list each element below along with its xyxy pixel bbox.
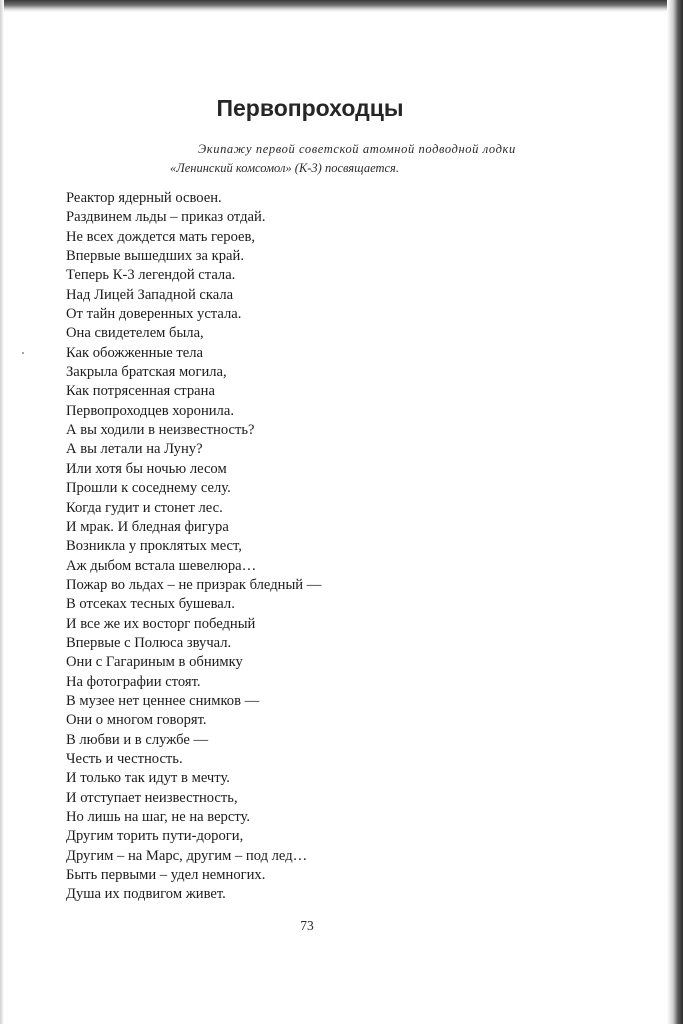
poem-title: Первопроходцы [216,95,404,121]
poem-line: И отступает неизвестность, [66,789,238,806]
poem-line: Она свидетелем была, [66,325,204,342]
poem-line: Впервые с Полюса звучал. [66,634,232,651]
poem-dedication [170,140,570,178]
poem-line: А вы летали на Луну? [66,441,203,458]
poem-line: На фотографии стоят. [66,673,201,690]
poem-line: Раздвинем льды – приказ отдай. [66,209,266,226]
scan-right-shadow [667,0,683,1024]
poem-line: В музее нет ценнее снимков — [66,692,260,709]
poem-line: Аж дыбом встала шевелюра… [66,557,257,574]
poem-line: Честь и честность. [66,750,183,767]
poem-line: Они с Гагариным в обнимку [66,654,243,671]
poem-line: Реактор ядерный освоен. [66,190,222,206]
poem-line: Но лишь на шаг, не на версту. [66,809,251,825]
poem-line: Впервые вышедших за край. [66,248,244,265]
scan-top-shadow [0,0,683,12]
poem-line: От тайн доверенных устала. [66,306,242,323]
poem-line: Первопроходцев хоронила. [66,402,234,419]
poem-line: Быть первыми – удел немногих. [66,867,266,884]
poem-line: Другим – на Марс, другим – под лед… [66,847,308,864]
poem-line: В любви и в службе — [66,731,209,748]
poem-line: Душа их подвигом живет. [66,886,226,903]
poem-line: А вы ходили в неизвестность? [66,422,255,439]
poem-line: Возникла у проклятых мест, [66,538,242,555]
dedication-line-2: «Ленинский комсомол» (К-3) посвящается. [170,161,399,175]
dedication-line-1: Экипажу первой советской атомной подводной лодки [198,142,516,156]
poem-line: Когда гудит и стонет лес. [66,499,223,516]
scan-speck [22,352,24,354]
poem-line: Не всех дождется мать героев, [66,228,256,245]
poem-line: И мрак. И бледная фигура [66,518,229,535]
poem-line: Теперь К-3 легендой стала. [66,267,236,284]
poem-line: Как потрясенная страна [66,383,215,400]
poem-line: Прошли к соседнему селу. [66,480,231,497]
page-number: 73 [300,918,314,933]
poem-line: Пожар во льдах – не призрак бледный — [66,576,322,593]
poem-line: И только так идут в мечту. [66,770,230,787]
scan-left-edge [0,0,4,1024]
poem-line: Как обожженные тела [66,344,204,361]
poem-line: Закрыла братская могила, [66,364,227,381]
poem-line: Или хотя бы ночью лесом [66,460,227,477]
poem-line: И все же их восторг победный [66,615,256,632]
poem-body [66,189,566,905]
poem-line: Над Лицей Западной скала [66,286,234,303]
poem-line: В отсеках тесных бушевал. [66,596,235,613]
poem-line: Другим торить пути-дороги, [66,828,244,845]
poem-line: Они о многом говорят. [66,712,207,729]
